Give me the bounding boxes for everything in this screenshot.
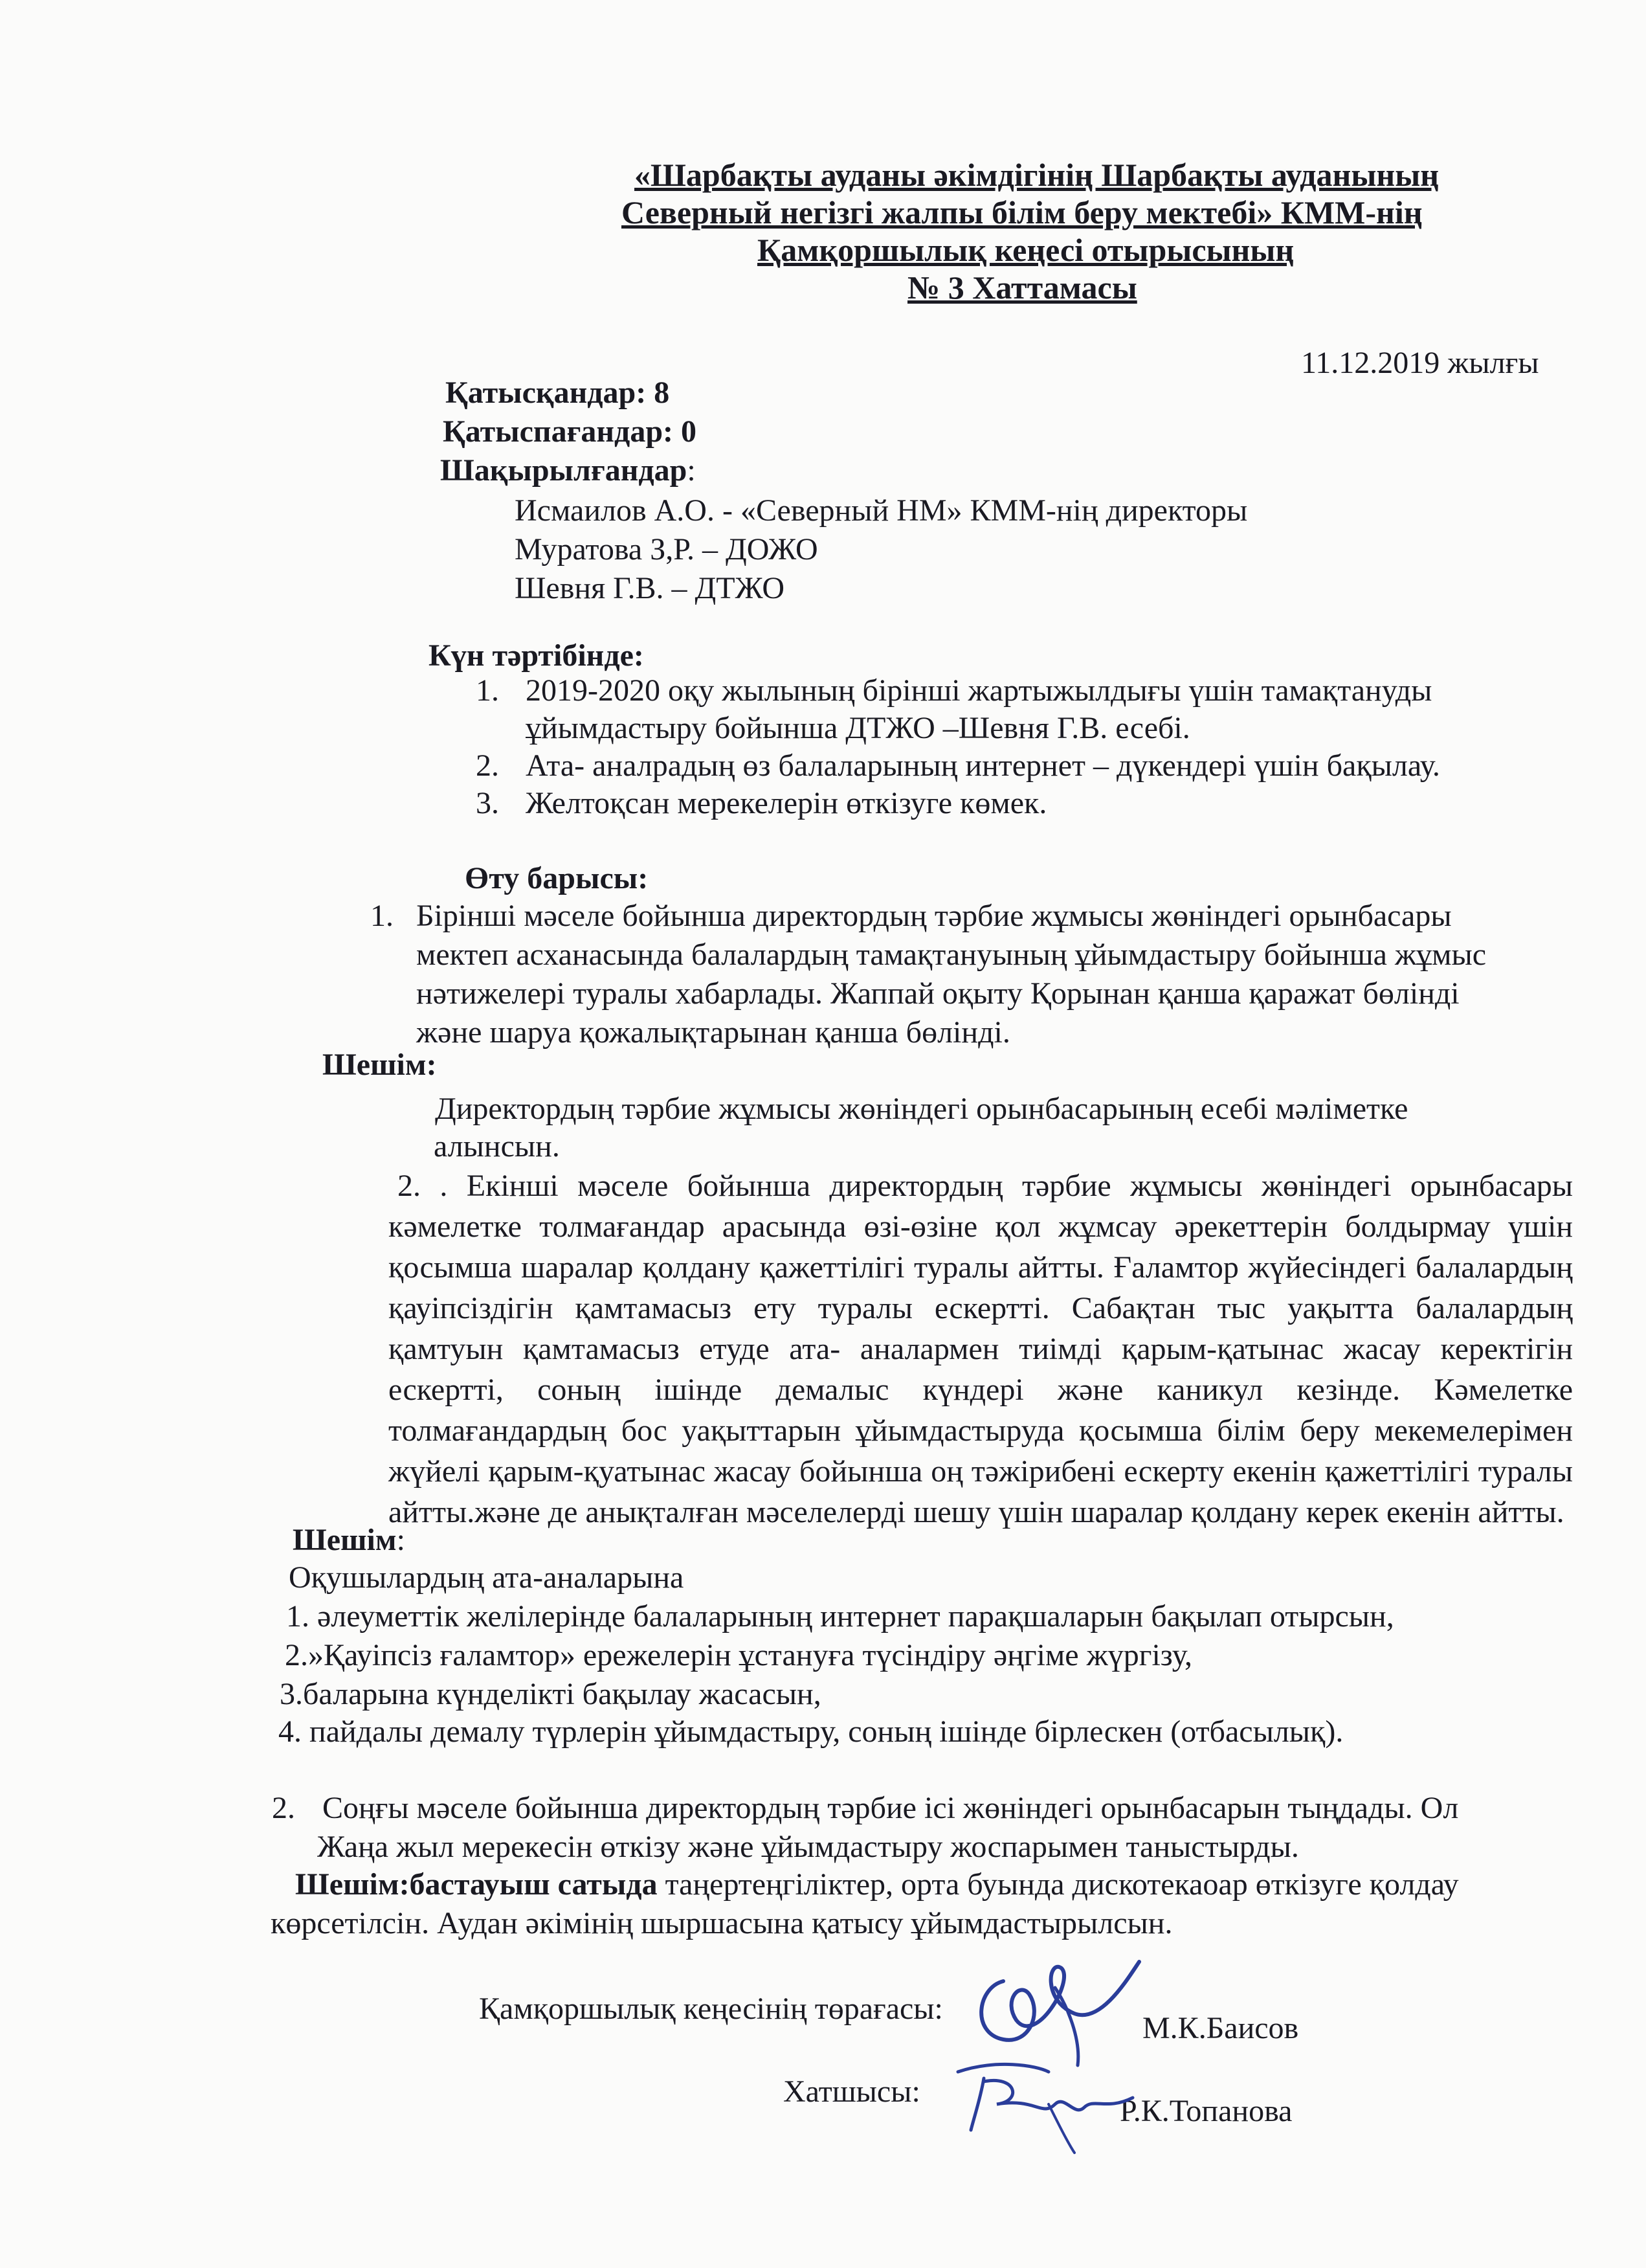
proceedings-item-3-line-2: Жаңа жыл мерекесін өткізу және ұйымдастыру жоспарымен таныстырды. bbox=[317, 1830, 1299, 1864]
decision-1-line-2: алынсын. bbox=[434, 1129, 560, 1163]
agenda-item-2-line-1: Ата- аналрадың өз балаларының интернет – дүкендері үшін бақылау. bbox=[526, 748, 1440, 783]
chair-name: М.К.Баисов bbox=[1142, 2011, 1299, 2045]
decision-3-bold: Шешім:бастауыш сатыда bbox=[295, 1867, 658, 1902]
proceedings-item-1-line-2: мектеп асханасында балалардың тамақтануының ұйымдастыру бойынша жұмыс bbox=[416, 938, 1487, 972]
agenda-item-2-num: 2. bbox=[476, 748, 499, 783]
decision-2-item-4: 4. пайдалы демалу түрлерін ұйымдастыру, соның ішінде бірлескен (отбасылық). bbox=[278, 1714, 1344, 1749]
invited-person-3: Шевня Г.В. – ДТЖО bbox=[515, 571, 785, 605]
decision-3-rest: таңертеңгіліктер, орта буында дискотекаоар өткізуге қолдау bbox=[657, 1867, 1459, 1902]
decision-2-colon: : bbox=[396, 1523, 405, 1557]
decision-3-line-1 bbox=[295, 1865, 1459, 1905]
agenda-heading: Күн тәртібінде: bbox=[428, 638, 644, 673]
secretary-signature-icon bbox=[945, 2046, 1139, 2156]
proceedings-item-2-text: 2. . Екінші мәселе бойынша директордың тәрбие жұмысы жөніндегі орынбасары кәмелетке толмағандар арасында өзі-өзіне қол жұмсау әрекеттерін болдырмау үшін қосымша шаралар қолдану қажеттілігі туралы айтты. Ғаламтор жүйесіндегі балалардың қауіпсіздігін қамтамасыз ету туралы ескертті. Сабақтан тыс уақытта балалардың қамтуын қамтамасыз етуде ата- аналармен тиімді қарым-қатынас жасау керектігін ескертті, соның ішінде демалыс күндері және каникул кезінде. Кәмелетке толмағандардың бос уақыттарын ұйымдастыруда қосымша білім беру мекемелерімен жүйелі қарым-қуатынас жасау бойынша оң тәжірибені ескерту екенін қажеттілігі туралы айтты.және де анықталған мәселелерді шешу үшін шаралар қолдану керек екенін айтты. bbox=[388, 1169, 1573, 1529]
proceedings-heading: Өту барысы: bbox=[465, 861, 649, 895]
decision-2-item-3: 3.баларына күнделікті бақылау жасасын, bbox=[280, 1677, 821, 1711]
secretary-label: Хатшысы: bbox=[783, 2074, 920, 2109]
invited-person-2: Муратова З,Р. – ДОЖО bbox=[515, 532, 818, 567]
invited-person-1: Исмаилов А.О. - «Северный НМ» КММ-нің директоры bbox=[515, 493, 1248, 528]
agenda-item-1-num: 1. bbox=[476, 673, 499, 708]
agenda-item-3-num: 3. bbox=[476, 786, 499, 820]
title-line-4: № 3 Хаттамасы bbox=[907, 269, 1137, 306]
invited-colon: : bbox=[687, 453, 696, 488]
present-count: Қатысқандар: 8 bbox=[445, 376, 670, 410]
proceedings-item-1-line-1: Бірінші мәселе бойынша директордың тәрбие жұмысы жөніндегі орынбасары bbox=[416, 899, 1452, 933]
decision-1-line-1: Директордың тәрбие жұмысы жөніндегі орынбасарының есебі мәліметке bbox=[435, 1092, 1408, 1126]
proceedings-item-1-line-3: нәтижелері туралы хабарлады. Жаппай оқыту Қорынан қанша қаражат бөлінді bbox=[416, 976, 1460, 1011]
agenda-item-3-line-1: Желтоқсан мерекелерін өткізуге көмек. bbox=[526, 786, 1047, 820]
decision-2-heading bbox=[293, 1520, 405, 1560]
agenda-item-1-line-2: ұйымдастыру бойынша ДТЖО –Шевня Г.В. есебі. bbox=[526, 711, 1190, 745]
title-line-2: Северный негізгі жалпы білім беру мектебі» КММ-нің bbox=[621, 194, 1423, 230]
proceedings-item-3-num: 2. bbox=[272, 1791, 295, 1825]
document-date: 11.12.2019 жылғы bbox=[1301, 346, 1539, 380]
agenda-item-1-line-1: 2019-2020 оқу жылының бірінші жартыжылдығы үшін тамақтануды bbox=[526, 673, 1432, 708]
decision-2-label: Шешім bbox=[293, 1523, 397, 1557]
decision-2-item-2: 2.»Қауіпсіз ғаламтор» ережелерін ұстануға түсіндіру әңгіме жүргізу, bbox=[285, 1638, 1192, 1672]
invited-label: Шақырылғандар bbox=[440, 453, 687, 488]
secretary-name: Р.К.Топанова bbox=[1120, 2094, 1293, 2128]
proceedings-item-1-num: 1. bbox=[370, 899, 394, 933]
proceedings-item-3-line-1: Соңғы мәселе бойынша директордың тәрбие ісі жөніндегі орынбасарын тыңдады. Ол bbox=[322, 1791, 1459, 1825]
proceedings-item-1-line-4: және шаруа қожалықтарынан қанша бөлінді. bbox=[416, 1015, 1010, 1050]
decision-2-intro: Оқушылардың ата-аналарына bbox=[289, 1560, 684, 1595]
chair-label: Қамқоршылық кеңесінің төрағасы: bbox=[479, 1992, 943, 2026]
decision-3-line-2: көрсетілсін. Аудан әкімінің шыршасына қатысу ұйымдастырылсын. bbox=[271, 1906, 1173, 1940]
decision-2-item-1: 1. әлеуметтік желілерінде балаларының интернет парақшаларын бақылап отырсын, bbox=[286, 1599, 1394, 1634]
title-line-3: Қамқоршылық кеңесі отырысының bbox=[757, 232, 1295, 268]
invited-heading bbox=[440, 451, 696, 491]
title-line-1: «Шарбақты ауданы әкімдігінің Шарбақты ауданының bbox=[634, 157, 1440, 193]
decision-1-label: Шешім: bbox=[322, 1048, 437, 1082]
absent-count: Қатыспағандар: 0 bbox=[443, 414, 696, 449]
